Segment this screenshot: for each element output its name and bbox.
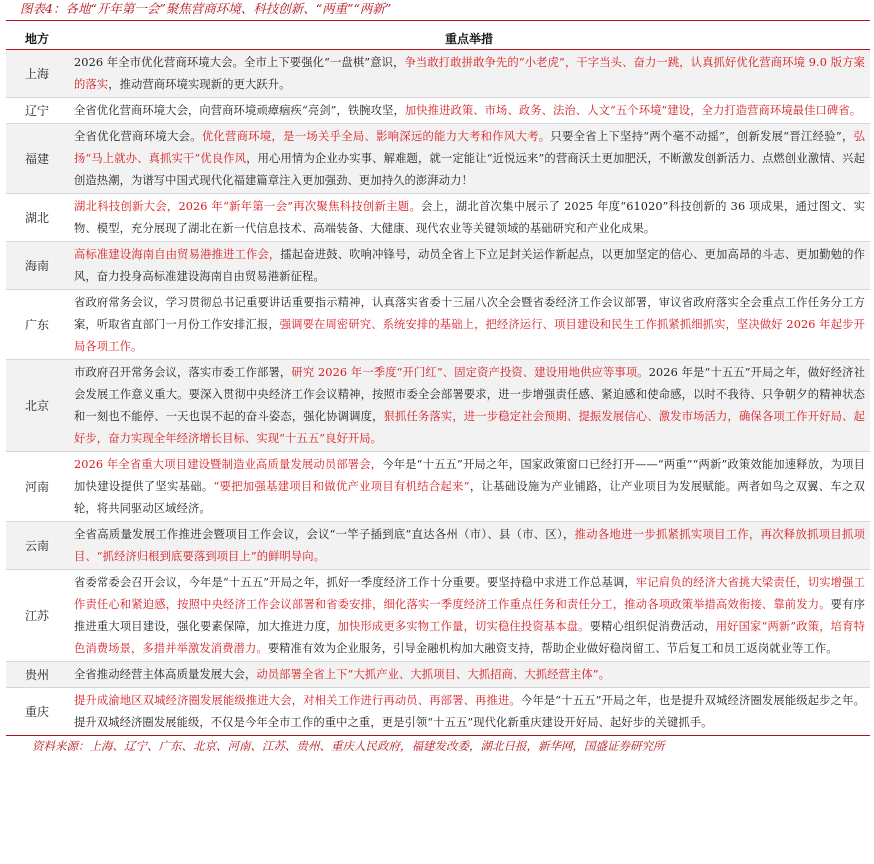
- measures-cell-liaoning: [68, 98, 870, 124]
- body-text: 2026 年全市优化营商环境大会。全市上下要强化“一盘棋”意识，: [74, 56, 405, 69]
- region-cell-jiangsu: 江苏: [6, 570, 68, 662]
- highlighted-text: 争当敢打敢拼敢争先的“小老虎”，干字当头、奋力一跳，认真抓好优化营商环境 9.0 版方案的落实: [74, 56, 865, 91]
- body-text: 市政府召开常务会议，落实市委工作部署，: [74, 366, 292, 379]
- highlighted-text: 优化营商环境，是一场关乎全局、影响深远的能力大考和作风大考。: [201, 130, 551, 143]
- table-row-liaoning: [6, 98, 870, 124]
- measures-cell-guangdong: [68, 290, 870, 360]
- highlighted-text: 加快形成更多实物工作量，切实稳住投资基本盘。: [337, 620, 590, 633]
- body-text: 省政府常务会议，学习贯彻总书记重要讲话重要指示精神，认真落实省委十三届八次全会暨省委经济工作会议部署，审议省政府落实全会重点工作任务分工方案，听取省直部门一月份工作安排汇报，: [74, 296, 865, 331]
- body-text: 擂起奋进鼓、吹响冲锋号，动员全省上下立足封关运作新起点，以更加坚定的信心、更加高昂的斗志、更加勤勉的作风，奋力投身高标准建设海南自由贸易港新征程。: [74, 248, 865, 283]
- highlighted-text: 推动各地进一步抓紧抓实项目工作，再次释放抓项目抓项目、“抓经济归根到底要落到项目上”的鲜明导向。: [74, 528, 865, 563]
- table-row-henan: [6, 452, 870, 522]
- measures-cell-hubei: [68, 194, 870, 242]
- highlighted-text: 用好国家“两新”政策，培育特色消费场景，多措并举激发消费潜力。: [74, 620, 866, 655]
- header-region: 地方: [6, 29, 68, 50]
- highlighted-text: 加快推进政策、市场、政务、法治、人文“五个环境”建设，全力打造营商环境最佳口碑省。: [404, 104, 862, 117]
- table-row-yunnan: [6, 522, 870, 570]
- source-note: 资料来源：上海、辽宁、广东、北京、河南、江苏、贵州、重庆人民政府，福建发改委，湖北日报，新华网，国盛证券研究所: [32, 739, 665, 753]
- region-cell-fujian: 福建: [6, 124, 68, 194]
- body-text: 只要全省上下坚持“两个毫不动摇”，创新发展“晋江经验”，: [550, 130, 854, 143]
- body-text: 全省优化营商环境大会，向营商环境顽瘴痼疾“亮剑”，铁腕攻坚，: [74, 104, 405, 117]
- measures-table: [6, 29, 870, 736]
- body-text: 2026 年是“十五五”开局之年，做好经济社会发展工作意义重大。要深入贯彻中央经济工作会议精神，按照市委全会部署要求，进一步增强责任感、紧迫感和使命感，以时不我待、只争朝夕的精神状态和一刻也不能停、一天也误不起的奋斗姿态，强化协调调度，: [74, 366, 865, 423]
- region-cell-hubei: 湖北: [6, 194, 68, 242]
- table-row-beijing: [6, 360, 870, 452]
- region-cell-shanghai: 上海: [6, 50, 68, 98]
- measures-cell-jiangsu: [68, 570, 870, 662]
- region-cell-guizhou: 贵州: [6, 662, 68, 688]
- highlighted-text: 提升成渝地区双城经济圈发展能级推进大会，对相关工作进行再动员、再部署、再推进。: [74, 694, 521, 707]
- region-cell-yunnan: 云南: [6, 522, 68, 570]
- region-cell-henan: 河南: [6, 452, 68, 522]
- table-row-guangdong: [6, 290, 870, 360]
- table-row-hainan: [6, 242, 870, 290]
- region-cell-guangdong: 广东: [6, 290, 68, 360]
- body-text: ，让基础设施为产业铺路，让产业项目为发展赋能。两者如鸟之双翼、车之双轮，将共同驱动区域经济。: [74, 480, 866, 515]
- measures-cell-hainan: [68, 242, 870, 290]
- highlighted-text: 狠抓任务落实，进一步稳定社会预期、提振发展信心、激发市场活力，确保各项工作开好局、起好步，奋力实现全年经济增长目标、实现“十五五”良好开局。: [74, 410, 865, 445]
- region-cell-beijing: 北京: [6, 360, 68, 452]
- measures-cell-chongqing: [68, 688, 870, 736]
- body-text: 会上，湖北首次集中展示了 2025 年度“61020”科技创新的 36 项成果，通过图文、实物、模型，充分展现了湖北在新一代信息技术、高端装备、大健康、现代农业等关键领域的基础研究和产业化成果。: [74, 200, 865, 235]
- highlighted-text: 湖北科技创新大会，2026 年“新年第一会”再次聚焦科技创新主题。: [74, 200, 421, 213]
- figure-title: 图表4：各地“开年第一会”聚焦营商环境、科技创新、“两重”“两新”: [6, 0, 870, 21]
- highlighted-text: 强调要在周密研究、系统安排的基础上，把经济运行、项目建设和民生工作抓紧抓细抓实，坚决做好 2026 年起步开局各项工作。: [74, 318, 865, 353]
- highlighted-text: 高标准建设海南自由贸易港推进工作会，: [74, 248, 281, 261]
- region-cell-chongqing: 重庆: [6, 688, 68, 736]
- table-body: [6, 50, 870, 736]
- region-cell-liaoning: 辽宁: [6, 98, 68, 124]
- table-row-jiangsu: [6, 570, 870, 662]
- header-measures: 重点举措: [68, 29, 870, 50]
- body-text: 要精准有效为企业服务，引导金融机构加大融资支持，帮助企业做好稳岗留工、节后复工和员工返岗就业等工作。: [267, 642, 838, 655]
- body-text: 全省高质量发展工作推进会暨项目工作会议，会议“一竿子插到底”直达各州（市）、县（市、区），: [74, 528, 575, 541]
- measures-cell-fujian: [68, 124, 870, 194]
- body-text: 要精心组织促消费活动，: [589, 620, 716, 633]
- measures-cell-yunnan: [68, 522, 870, 570]
- measures-cell-henan: [68, 452, 870, 522]
- measures-cell-guizhou: [68, 662, 870, 688]
- body-text: 要有序推进重大项目建设，强化要素保障，加大推进力度，: [74, 598, 865, 633]
- table-row-fujian: [6, 124, 870, 194]
- region-cell-hainan: 海南: [6, 242, 68, 290]
- highlighted-text: 研究 2026 年一季度“开门红”、固定资产投资、建设用地供应等事项。: [291, 366, 649, 379]
- highlighted-text: 弘扬“马上就办、真抓实干”优良作风: [74, 130, 865, 165]
- highlighted-text: 牢记肩负的经济大省挑大梁责任，切实增强工作责任心和紧迫感，按照中央经济工作会议部署和省委安排，细化落实一季度经济工作重点任务和责任分工，推动各项政策举措高效衔接、靠前发力。: [74, 576, 865, 611]
- measures-cell-shanghai: [68, 50, 870, 98]
- highlighted-text: 动员部署全省上下“大抓产业、大抓项目、大抓招商、大抓经营主体”。: [256, 668, 611, 681]
- body-text: ，用心用情为企业办实事、解难题，就一定能让“近悦远来”的营商沃土更加肥沃，不断激发创新活力、点燃创业激情、兴起创造热潮，为谱写中国式现代化福建篇章注入更加强劲、更加持久的澎湃动力！: [74, 152, 865, 187]
- highlighted-text: “要把加强基建项目和做优产业项目有机结合起来”: [213, 480, 470, 493]
- table-row-hubei: [6, 194, 870, 242]
- table-row-chongqing: [6, 688, 870, 736]
- body-text: 今年是“十五五”开局之年，国家政策窗口已经打开——“两重”“两新”政策效能加速释放，为项目加快建设提供了坚实基础。: [74, 458, 866, 493]
- table-row-guizhou: [6, 662, 870, 688]
- highlighted-text: 2026 年全省重大项目建设暨制造业高质量发展动员部署会，: [74, 458, 383, 471]
- body-text: 今年是“十五五”开局之年，也是提升双城经济圈发展能级起步之年。提升双城经济圈发展能级，不仅是今年全市工作的重中之重，更是引领“十五五”现代化新重庆建设开好局、起好步的关键抓手。: [74, 694, 866, 729]
- body-text: 省委常委会召开会议，今年是“十五五”开局之年，抓好一季度经济工作十分重要。要坚持稳中求进工作总基调，: [74, 576, 636, 589]
- table-header-row: [6, 29, 870, 50]
- body-text: 全省推动经营主体高质量发展大会，: [74, 668, 257, 681]
- body-text: ，推动营商环境实现新的更大跃升。: [108, 78, 291, 91]
- table-row-shanghai: [6, 50, 870, 98]
- body-text: 全省优化营商环境大会。: [74, 130, 202, 143]
- measures-cell-beijing: [68, 360, 870, 452]
